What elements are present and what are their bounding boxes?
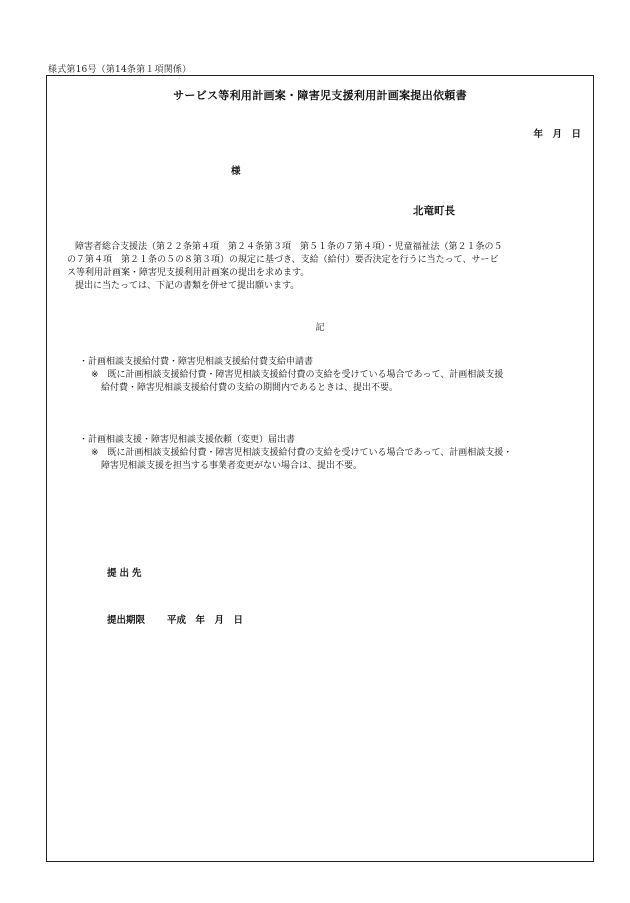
date-line: 年 月 日 — [533, 129, 581, 140]
item-note-line-1: ※ 既に計画相談支援給付費・障害児相談支援給付費の支給を受けている場合であって、計画相談支援 — [91, 370, 504, 380]
item-note-line-2: 障害児相談支援を担当する事業者変更がない場合は、提出不要。 — [101, 461, 363, 471]
sender-name: 北竜町長 — [413, 205, 455, 217]
list-item — [79, 356, 585, 395]
addressee-suffix: 様 — [231, 166, 241, 177]
deadline-value: 平成 年 月 日 — [167, 615, 244, 626]
document-frame — [46, 75, 594, 862]
item-note-line-1: ※ 既に計画相談支援給付費・障害児相談支援給付費の支給を受けている場合であって、計画相談支援・ — [91, 448, 513, 458]
item-heading: ・計画相談支援・障害児相談支援依頼（変更）届出書 — [79, 435, 296, 445]
body-line-1: 障害者総合支援法（第２２条第４項 第２４条第３項 第５１条の７第４項）・児童福祉法（第２１条の５ — [75, 242, 503, 252]
body-line-2: の７第４項 第２１条の５の８第３項）の規定に基づき、支給（給付）要否決定を行うに当たって、サービ — [67, 255, 499, 265]
deadline-row — [107, 614, 243, 627]
ki-heading: 記 — [315, 323, 325, 333]
document-title: サービス等利用計画案・障害児支援利用計画案提出依頼書 — [173, 89, 467, 102]
body-line-4: 提出に当たっては、下記の書類を併せて提出願います。 — [75, 281, 300, 291]
deadline-label: 提出期限 — [107, 615, 146, 626]
submit-to-label: 提出先 — [107, 568, 145, 579]
form-number: 様式第16号（第14条第１項関係） — [48, 65, 192, 75]
body-paragraph — [67, 241, 577, 293]
item-note-line-2: 給付費・障害児相談支援給付費の支給の期間内であるときは、提出不要。 — [101, 383, 399, 393]
list-item — [79, 434, 585, 473]
body-line-3: ス等利用計画案・障害児支援利用計画案の提出を求めます。 — [67, 268, 310, 278]
item-heading: ・計画相談支援給付費・障害児相談支援給付費支給申請書 — [79, 357, 314, 367]
